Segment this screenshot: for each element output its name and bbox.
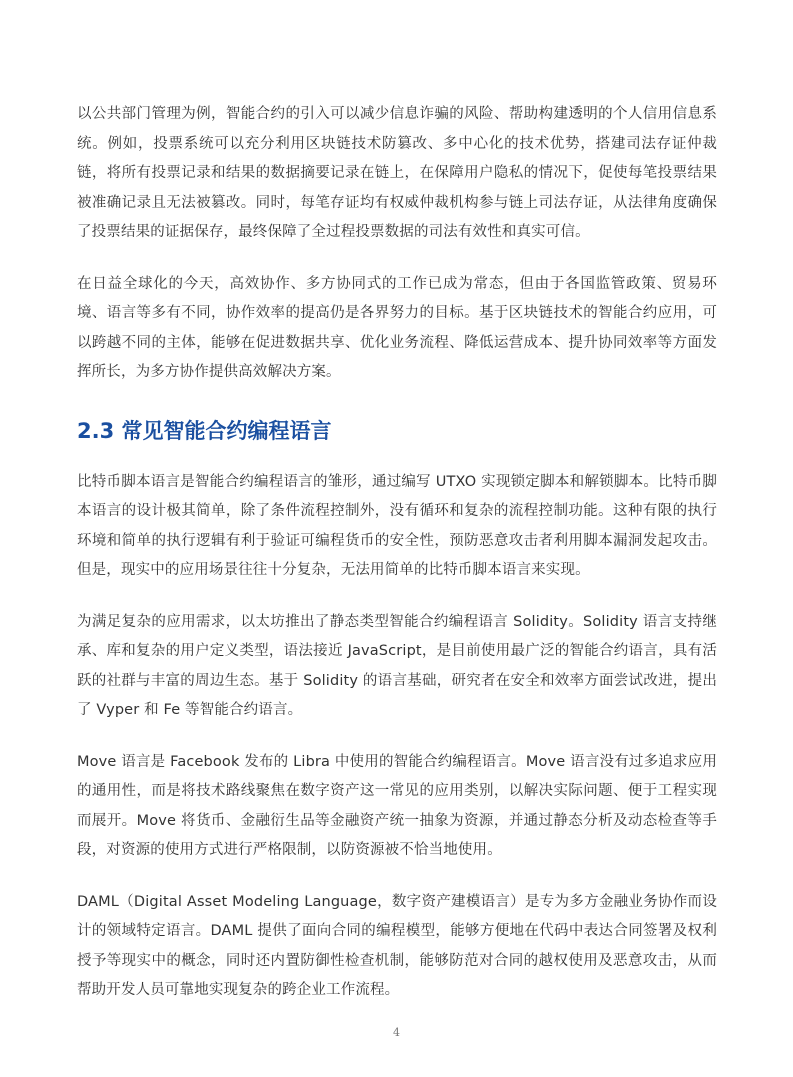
section-heading: 2.3 常见智能合约编程语言 bbox=[77, 418, 332, 443]
page-content bbox=[77, 100, 717, 1006]
paragraph-collaboration: 在日益全球化的今天，高效协作、多方协同式的工作已成为常态，但由于各国监管政策、贸易环境、语言等多有不同，协作效率的提高仍是各界努力的目标。基于区块链技术的智能合约应用，可以跨越不同的主体，能够在促进数据共享、优化业务流程、降低运营成本、提升协同效率等方面发挥所长，为多方协作提供高效解决方案。 bbox=[77, 275, 717, 380]
page-number: 4 bbox=[393, 1026, 400, 1039]
paragraph-daml: DAML（Digital Asset Modeling Language，数字资产建模语言）是专为多方金融业务协作而设计的领域特定语言。DAML 提供了面向合同的编程模型，能够方便地在代码中表达合同签署及权利授予等现实中的概念，同时还内置防御性检查机制，能够防范对合同的越权使用及恶意攻击，从而帮助开发人员可靠地实现复杂的跨企业工作流程。 bbox=[77, 893, 717, 998]
paragraph-move: Move 语言是 Facebook 发布的 Libra 中使用的智能合约编程语言。Move 语言没有过多追求应用的通用性，而是将技术路线聚焦在数字资产这一常见的应用类别，以解决实际问题、便于工程实现而展开。Move 将货币、金融衍生品等金融资产统一抽象为资源，并通过静态分析及动态检查等手段，对资源的使用方式进行严格限制，以防资源被不恰当地使用。 bbox=[77, 753, 717, 858]
paragraph-solidity: 为满足复杂的应用需求，以太坊推出了静态类型智能合约编程语言 Solidity。Solidity 语言支持继承、库和复杂的用户定义类型，语法接近 JavaScript，是目前使用最广泛的智能合约语言，具有活跃的社群与丰富的周边生态。基于 Solidity 的语言基础，研究者在安全和效率方面尝试改进，提出了 Vyper 和 Fe 等智能合约语言。 bbox=[77, 613, 717, 718]
paragraph-bitcoin-script: 比特币脚本语言是智能合约编程语言的雏形，通过编写 UTXO 实现锁定脚本和解锁脚本。比特币脚本语言的设计极其简单，除了条件流程控制外，没有循环和复杂的流程控制功能。这种有限的执行环境和简单的执行逻辑有利于验证可编程货币的安全性，预防恶意攻击者利用脚本漏洞发起攻击。但是，现实中的应用场景往往十分复杂，无法用简单的比特币脚本语言来实现。 bbox=[77, 473, 717, 578]
paragraph-public-sector: 以公共部门管理为例，智能合约的引入可以减少信息诈骗的风险、帮助构建透明的个人信用信息系统。例如，投票系统可以充分利用区块链技术防篡改、多中心化的技术优势，搭建司法存证仲裁链，将所有投票记录和结果的数据摘要记录在链上，在保障用户隐私的情况下，促使每笔投票结果被准确记录且无法被篡改。同时，每笔存证均有权威仲裁机构参与链上司法存证，从法律角度确保了投票结果的证据保存，最终保障了全过程投票数据的司法有效性和真实可信。 bbox=[77, 106, 717, 240]
